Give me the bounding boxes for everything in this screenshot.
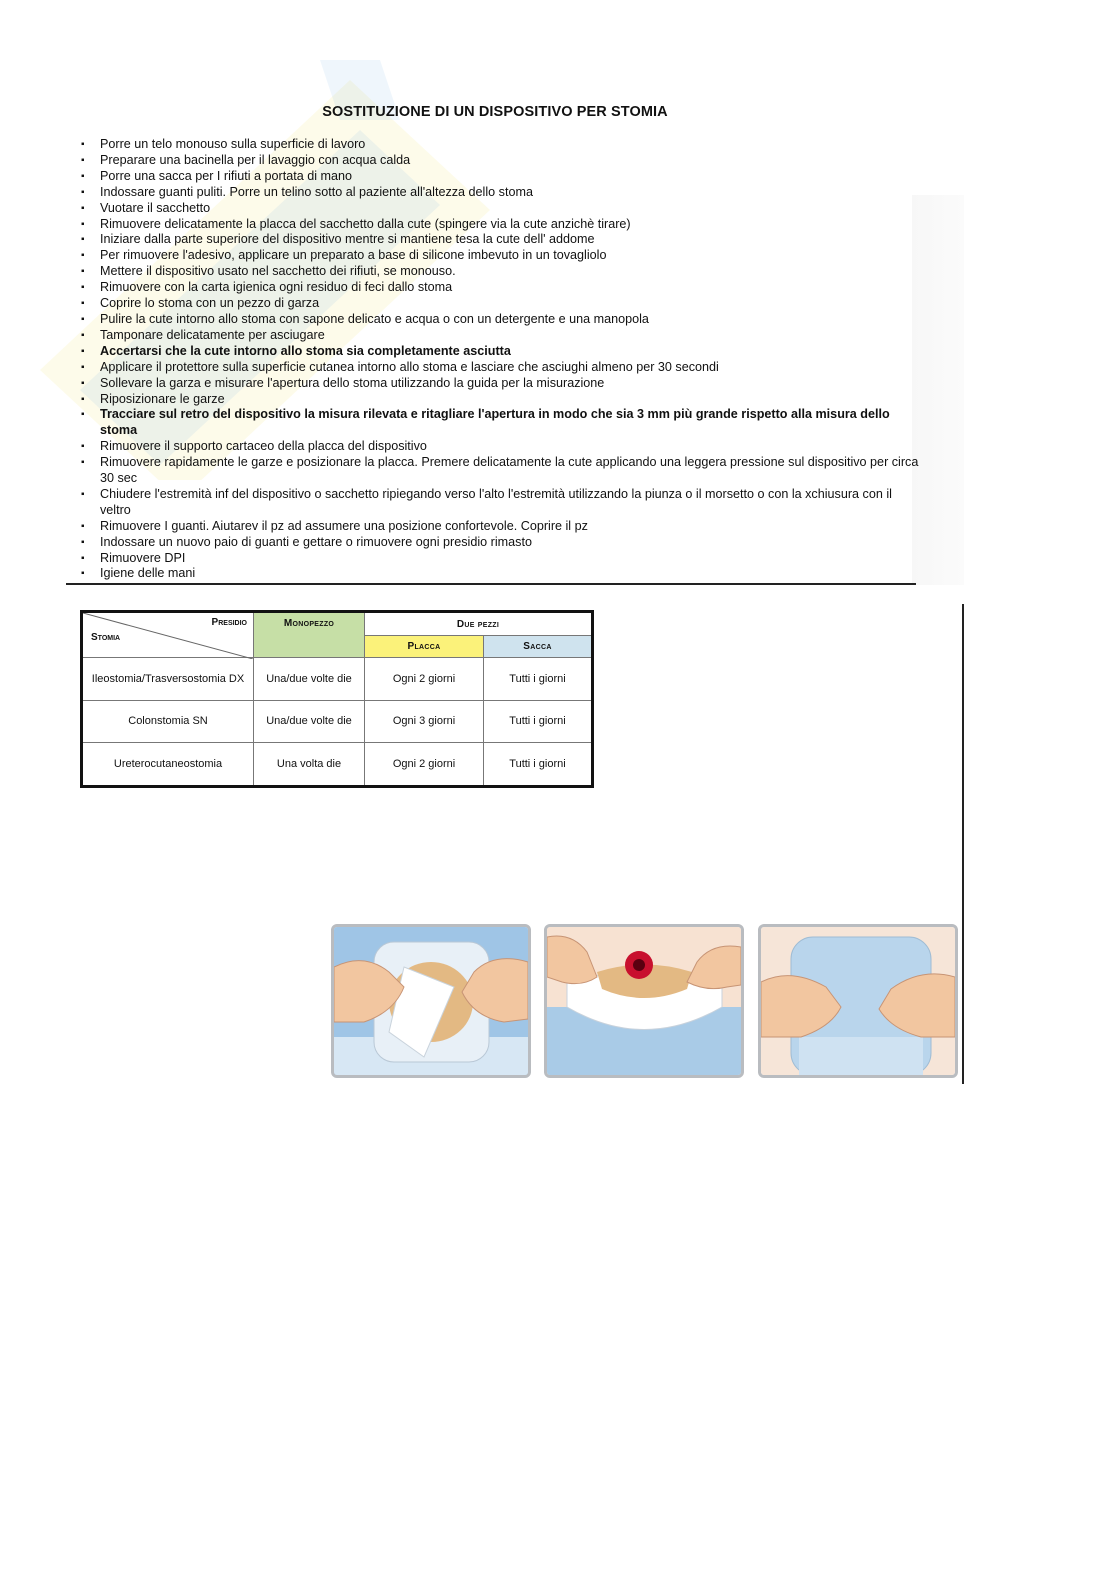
list-item: ▪ Tamponare delicatamente per asciugare [80, 328, 920, 344]
header-due-pezzi: Due pezzi [365, 612, 593, 636]
table-corner-cell [82, 612, 254, 658]
table-row [82, 700, 593, 743]
cell-placca: Ogni 3 giorni [365, 700, 484, 743]
list-item: ▪ Vuotare il sacchetto [80, 201, 920, 217]
list-item: ▪ Rimuovere DPI [80, 551, 920, 567]
cell-monopezzo: Una/due volte die [254, 658, 365, 701]
cell-stomia: Colonstomia SN [82, 700, 254, 743]
header-sacca: Sacca [484, 636, 593, 658]
change-frequency-table [80, 610, 594, 788]
list-item: ▪ Per rimuovere l'adesivo, applicare un preparato a base di silicone imbevuto in un tovagliolo [80, 248, 920, 264]
table-row [82, 743, 593, 787]
cell-monopezzo: Una volta die [254, 743, 365, 787]
list-item: ▪ Preparare una bacinella per il lavaggio con acqua calda [80, 153, 920, 169]
list-item: ▪ Rimuovere delicatamente la placca del sacchetto dalla cute (spingere via la cute anzichè tirare) [80, 217, 920, 233]
page-title: SOSTITUZIONE DI UN DISPOSITIVO PER STOMIA [322, 104, 668, 120]
cell-sacca: Tutti i giorni [484, 658, 593, 701]
list-item: ▪ Rimuovere I guanti. Aiutarev il pz ad assumere una posizione confortevole. Coprire il pz [80, 519, 920, 535]
table-row [82, 658, 593, 701]
cell-sacca: Tutti i giorni [484, 743, 593, 787]
list-item: ▪ Chiudere l'estremità inf del dispositivo o sacchetto ripiegando verso l'alto l'estremità utilizzando la piunza o il morsetto o con la xchiusura con il veltro [80, 487, 920, 519]
cell-monopezzo: Una/due volte die [254, 700, 365, 743]
list-item: ▪ Porre una sacca per I rifiuti a portata di mano [80, 169, 920, 185]
apply-plate-stoma-illustration-icon [544, 924, 744, 1078]
list-item: ▪ Sollevare la garza e misurare l'apertura dello stoma utilizzando la guida per la misurazione [80, 376, 920, 392]
cell-stomia: Ileostomia/Trasversostomia DX [82, 658, 254, 701]
corner-header-presidio: Presidio [211, 617, 247, 628]
list-item: ▪ Porre un telo monouso sulla superficie di lavoro [80, 137, 920, 153]
list-item: ▪ Rimuovere il supporto cartaceo della placca del dispositivo [80, 439, 920, 455]
list-item: ▪ Rimuovere con la carta igienica ogni residuo di feci dallo stoma [80, 280, 920, 296]
corner-header-stomia: Stomia [91, 632, 121, 643]
header-monopezzo: Monopezzo [254, 612, 365, 658]
cell-placca: Ogni 2 giorni [365, 743, 484, 787]
cell-placca: Ogni 2 giorni [365, 658, 484, 701]
cell-sacca: Tutti i giorni [484, 700, 593, 743]
cell-stomia: Ureterocutaneostomia [82, 743, 254, 787]
list-item: ▪ Iniziare dalla parte superiore del dispositivo mentre si mantiene tesa la cute dell' addome [80, 232, 920, 248]
list-item: ▪ Indossare un nuovo paio di guanti e gettare o rimuovere ogni presidio rimasto [80, 535, 920, 551]
list-item: ▪ Coprire lo stoma con un pezzo di garza [80, 296, 920, 312]
header-placca: Placca [365, 636, 484, 658]
vertical-divider [962, 604, 964, 1084]
section-divider [66, 583, 916, 585]
list-item: ▪ Igiene delle mani [80, 566, 920, 582]
procedure-steps-list [80, 137, 920, 582]
peel-backing-illustration-icon [331, 924, 531, 1078]
list-item: ▪ Pulire la cute intorno allo stoma con sapone delicato e acqua o con un detergente e una manopola [80, 312, 920, 328]
list-item: ▪ Rimuovere rapidamente le garze e posizionare la placca. Premere delicatamente la cute applicando una leggera pressione sul dispositivo per circa 30 sec [80, 455, 920, 487]
list-item: ▪ Applicare il protettore sulla superficie cutanea intorno allo stoma e lasciare che asciughi almeno per 30 secondi [80, 360, 920, 376]
list-item: ▪ Tracciare sul retro del dispositivo la misura rilevata e ritagliare l'apertura in modo che sia 3 mm più grande rispetto alla misura dello stoma [80, 407, 920, 439]
press-pouch-illustration-icon [758, 924, 958, 1078]
list-item: ▪ Mettere il dispositivo usato nel sacchetto dei rifiuti, se monouso. [80, 264, 920, 280]
list-item: ▪ Riposizionare le garze [80, 392, 920, 408]
list-item: ▪ Indossare guanti puliti. Porre un telino sotto al paziente all'altezza dello stoma [80, 185, 920, 201]
list-item: ▪ Accertarsi che la cute intorno allo stoma sia completamente asciutta [80, 344, 920, 360]
